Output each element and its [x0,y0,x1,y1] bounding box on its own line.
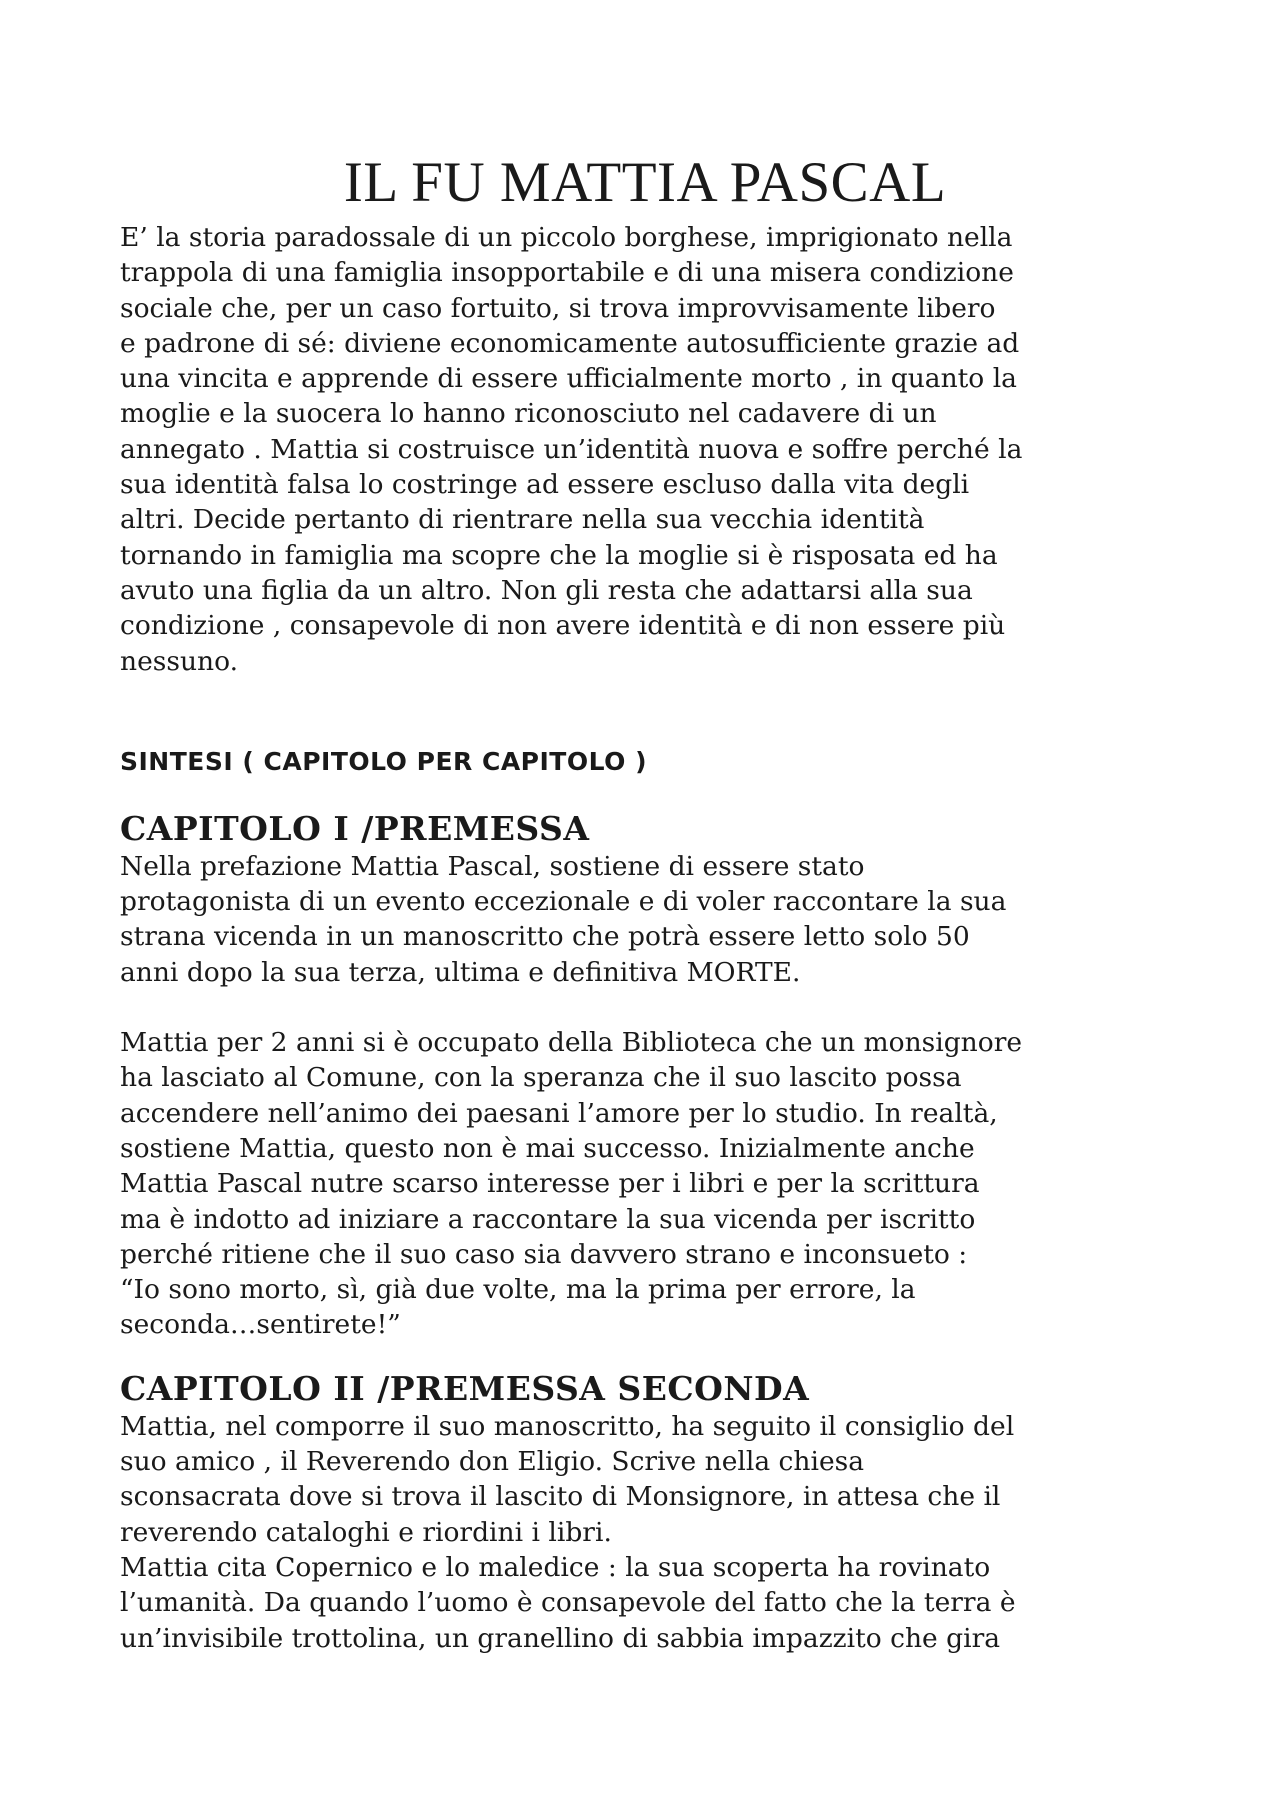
chapter-1-heading: CAPITOLO I /PREMESSA [120,808,590,848]
document-title: IL FU MATTIA PASCAL [343,151,947,214]
chapter-1-paragraph-1: Nella prefazione Mattia Pascal, sostiene di essere stato protagonista di un evento eccezionale e di voler raccontare la sua strana vicenda in un manoscritto che potrà essere letto solo 50 anni dopo la sua terza, ultima e definitiva MORTE. [120,850,1007,988]
chapter-2-heading: CAPITOLO II /PREMESSA SECONDA [120,1368,810,1408]
chapter-2-paragraph-1: Mattia, nel comporre il suo manoscritto, ha seguito il consiglio del suo amico , il Reverendo don Eligio. Scrive nella chiesa sconsacrata dove si trova il lascito di Monsignore, in attesa che il reverendo cataloghi e riordini i libri. Mattia cita Copernico e lo maledice : la sua scoperta ha rovinato l’umanità. Da quando l’uomo è consapevole del fatto che la terra è un’invisibile trottolina, un granellino di sabbia impazzito che gira [120,1410,1016,1654]
document-page [120,150,1170,1656]
chapter-1-paragraph-2: Mattia per 2 anni si è occupato della Biblioteca che un monsignore ha lasciato al Comune, con la speranza che il suo lascito possa accendere nell’animo dei paesani l’amore per lo studio. In realtà, sostiene Mattia, questo non è mai successo. Inizialmente anche Mattia Pascal nutre scarso interesse per i libri e per la scrittura ma è indotto ad iniziare a raccontare la sua vicenda per iscritto perché ritiene che il suo caso sia davvero strano e inconsueto : “Io sono morto, sì, già due volte, ma la prima per errore, la seconda…sentirete!” [120,1027,1023,1341]
intro-paragraph: E’ la storia paradossale di un piccolo borghese, imprigionato nella trappola di una famiglia insopportabile e di una misera condizione sociale che, per un caso fortuito, si trova improvvisamente libero e padrone di sé: diviene economicamente autosufficiente grazie ad una vincita e apprende di essere ufficialmente morto , in quanto la moglie e la suocera lo hanno riconosciuto nel cadavere di un annegato . Mattia si costruisce un’identità nuova e soffre perché la sua identità falsa lo costringe ad essere escluso dalla vita degli altri. Decide pertanto di rientrare nella sua vecchia identità tornando in famiglia ma scopre che la moglie si è risposata ed ha avuto una figlia da un altro. Non gli resta che adattarsi alla sua condizione , consapevole di non avere identità e di non essere più nessuno. [120,222,1023,677]
synthesis-label: SINTESI ( CAPITOLO PER CAPITOLO ) [120,746,648,776]
